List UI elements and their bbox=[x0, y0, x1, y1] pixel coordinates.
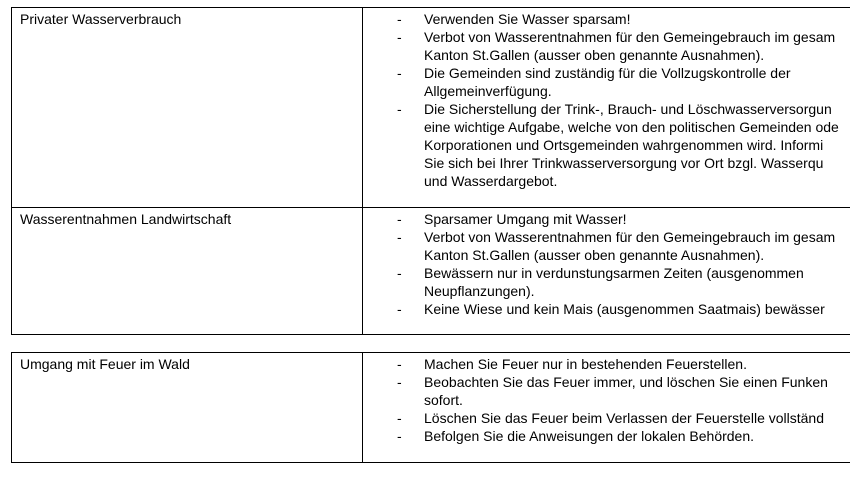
list-item: - Die Sicherstellung der Trink-, Brauch- und Löschwasserversorgun eine wichtige Aufgabe, welche von den politischen Gemeinden ode Korporationen und Ortsgemeinden wahrgenommen wird. Informi Sie sich bei Ihrer Trinkwasserversorgung vor Ort bzgl. Wasserqu und Wasserdargebot. bbox=[363, 100, 850, 190]
measures-table-fire bbox=[11, 352, 850, 463]
list-item: - Löschen Sie das Feuer beim Verlassen der Feuerstelle vollständ bbox=[363, 409, 850, 427]
list-item: - Bewässern nur in verdunstungsarmen Zeiten (ausgenommen Neupflanzungen). bbox=[363, 264, 850, 300]
row-label: Wasserentnahmen Landwirtschaft bbox=[20, 211, 232, 227]
list-item: - Keine Wiese und kein Mais (ausgenommen Saatmais) bewässer bbox=[363, 300, 850, 318]
list-item: - Die Gemeinden sind zuständig für die Vollzugskontrolle der Allgemeinverfügung. bbox=[363, 64, 850, 100]
list-item: - Verbot von Wasserentnahmen für den Gemeingebrauch im gesam Kanton St.Gallen (ausser oben genannte Ausnahmen). bbox=[363, 28, 850, 64]
measures-list bbox=[363, 210, 850, 318]
table-row bbox=[12, 353, 850, 463]
list-item: - Machen Sie Feuer nur in bestehenden Feuerstellen. bbox=[363, 355, 850, 373]
table-row bbox=[12, 208, 850, 335]
measures-list bbox=[363, 355, 850, 445]
row-label-cell bbox=[12, 353, 363, 462]
row-measures-cell bbox=[363, 353, 850, 462]
row-label-cell bbox=[12, 208, 363, 334]
list-item: - Verbot von Wasserentnahmen für den Gemeingebrauch im gesam Kanton St.Gallen (ausser oben genannte Ausnahmen). bbox=[363, 228, 850, 264]
table-row bbox=[12, 8, 850, 208]
row-measures-cell bbox=[363, 8, 850, 207]
row-measures-cell bbox=[363, 208, 850, 334]
row-label: Umgang mit Feuer im Wald bbox=[20, 356, 190, 372]
measures-list bbox=[363, 10, 850, 190]
list-item: - Verwenden Sie Wasser sparsam! bbox=[363, 10, 850, 28]
row-label: Privater Wasserverbrauch bbox=[20, 11, 182, 27]
list-item: - Beobachten Sie das Feuer immer, und löschen Sie einen Funken sofort. bbox=[363, 373, 850, 409]
list-item: - Sparsamer Umgang mit Wasser! bbox=[363, 210, 850, 228]
list-item: - Befolgen Sie die Anweisungen der lokalen Behörden. bbox=[363, 427, 850, 445]
measures-table-water bbox=[11, 7, 850, 335]
row-label-cell bbox=[12, 8, 363, 207]
